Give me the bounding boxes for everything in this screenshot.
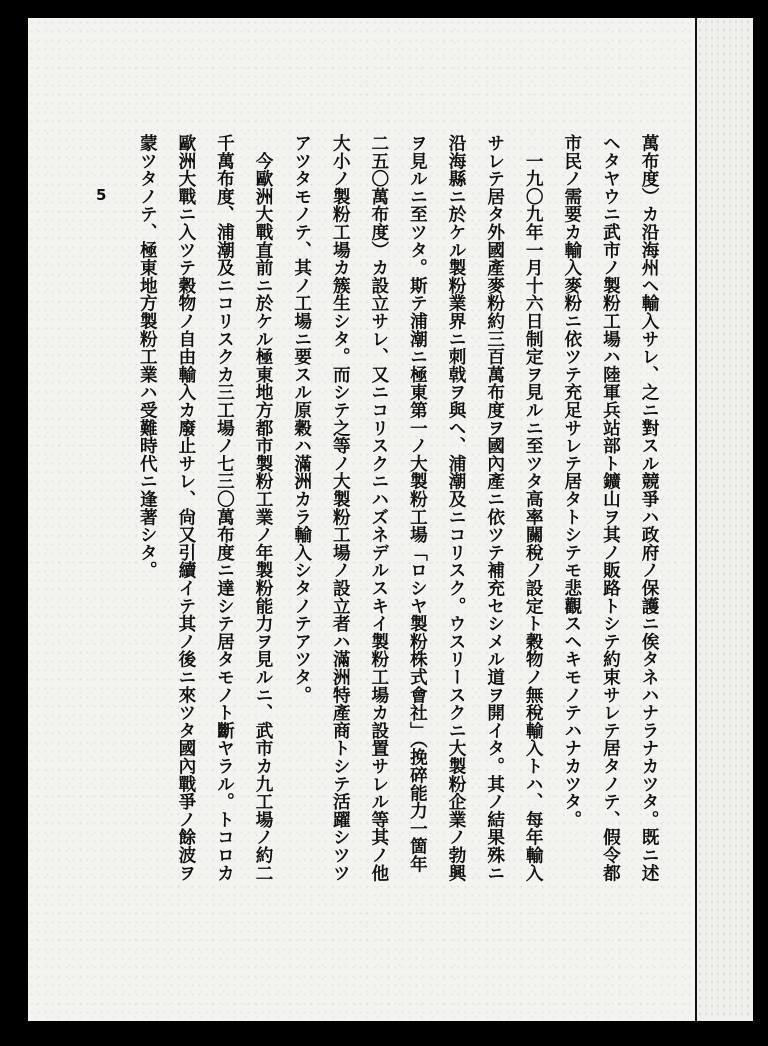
text-line: 一九〇九年一月十六日制定ヲ見ルニ至ツタ高率關稅ノ設定ト穀物ノ無稅輸入トハ、每年輸入 [523, 134, 545, 882]
text-line: ヘタヤウニ武市ノ製粉工場ハ陸軍兵站部ト鑛山ヲ其ノ販路トシテ約束サレテ居タノテ、假令都 [600, 134, 622, 882]
text-line: 千萬布度、浦潮及ニコリスクカ三工場ノ七三〇萬布度ニ達シテ居タモノト斷ヤラル。トコロカ [214, 134, 236, 882]
page-number: 5 [96, 186, 107, 204]
text-line: 萬布度）カ沿海州ヘ輸入サレ、之ニ對スル競爭ハ政府ノ保護ニ俟タネハナラナカツタ。既ニ述 [639, 134, 660, 882]
text-line: 今歐洲大戰直前ニ於ケル極東地方都市製粉工業ノ年製粉能力ヲ見ルニ、武市カ九工場ノ約二 [253, 134, 275, 882]
adjacent-page-margin [695, 18, 753, 1021]
text-line: ヲ見ルニ至ツタ。斯テ浦潮ニ極東第一ノ大製粉工場「ロシヤ製粉株式會社」（挽碎能力一箇年 [407, 134, 429, 873]
text-line: 沿海縣ニ於ケル製粉業界ニ刺戟ヲ與ヘ、浦潮及ニコリスク。ウスリースクニ大製粉企業ノ勃興 [446, 134, 468, 882]
text-line: サレテ居タ外國產麥粉約三百萬布度ヲ國內產ニ依ツテ補充セシメル道ヲ開イタ。其ノ結果殊ニ [484, 134, 506, 882]
text-line: 二五〇萬布度）カ設立サレ、又ニコリスクニハズネデルスキイ製粉工場カ設置サレル等其ノ他 [368, 134, 390, 882]
vertical-text-body [128, 134, 668, 1004]
text-line: アツタモノテ、其ノ工場ニ要スル原穀ハ滿洲カラ輸入シタノテアツタ。 [291, 134, 313, 704]
text-line: 市民ノ需要カ輸入麥粉ニ依ツテ充足サレテ居タトシテモ悲觀スヘキモノテハナカツタ。 [561, 134, 583, 829]
text-line: 大小ノ製粉工場カ簇生シタ。而シテ之等ノ大製粉工場ノ設立者ハ滿洲特產商トシテ活躍シツツ [330, 134, 352, 882]
text-line: 歐洲大戰ニ入ツテ穀物ノ自由輸入カ廢止サレ、尙又引續イテ其ノ後ニ來ツタ國內戰爭ノ餘波ヲ [175, 134, 197, 882]
text-line: 蒙ツタノテ、極東地方製粉工業ハ受難時代ニ逢著シタ。 [137, 134, 159, 579]
